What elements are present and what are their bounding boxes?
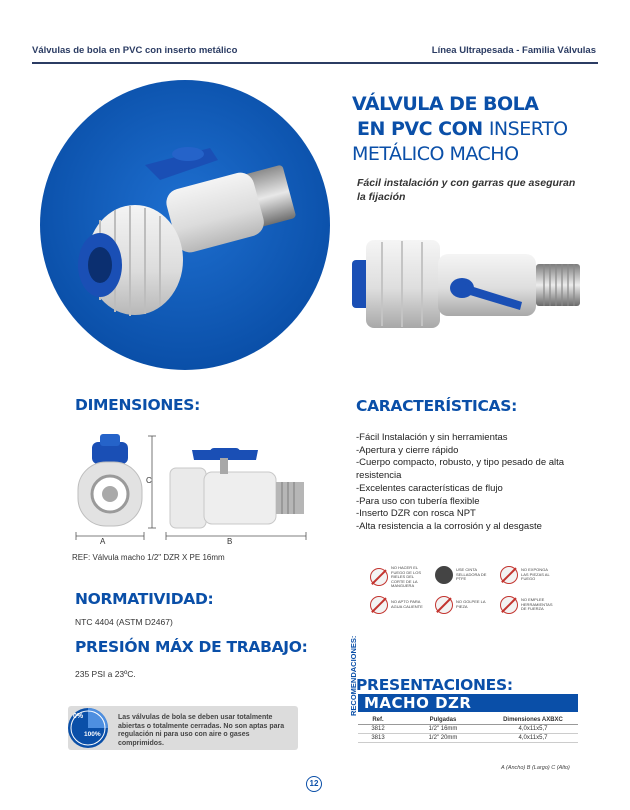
characteristic-item: -Para uso con tubería flexible: [356, 495, 480, 507]
recommendation-item: [435, 596, 488, 614]
table-header-row: [358, 716, 578, 725]
table-cell: 4,0x11x5,7: [518, 726, 548, 732]
recommendation-label: NO APTO PARA AGUA CALIENTE: [391, 599, 423, 609]
recommendation-label: NO GOLPEE LA PIEZA: [456, 599, 486, 609]
recommendation-item: [370, 566, 423, 589]
header-left-title: Válvulas de bola en PVC con inserto metálico: [32, 45, 238, 56]
title-line-1: VÁLVULA DE BOLA: [352, 93, 539, 115]
recommendation-item: [370, 596, 423, 614]
characteristic-item: -Apertura y cierre rápido: [356, 444, 459, 456]
dimension-label-b: B: [227, 537, 233, 546]
recommendation-label: NO HACER EL FUEGO DE LOS RIELES DEL CORTE DE LA MANGUERA: [391, 565, 422, 589]
title-line-2-bold: EN PVC CON: [357, 118, 483, 140]
hero-valve-image: [40, 80, 330, 370]
warning-text: Las válvulas de bola se deben usar totalmente abiertas o totalmente cerradas. No son aptas para regulación ni para uso con aire o gases comprimidos.: [118, 714, 285, 747]
table-cell: 3813: [371, 735, 385, 741]
product-subtitle: Fácil instalación y con garras que aseguran la fijación: [357, 177, 576, 203]
dimension-label-a: A: [100, 537, 106, 546]
dimension-label-c: C: [146, 476, 152, 485]
recommendation-label: NO EMPLEE HERRAMIENTAS DE FUERZA: [521, 597, 553, 612]
characteristics-title: CARACTERÍSTICAS:: [356, 397, 517, 415]
table-cell: 1/2" 20mm: [428, 735, 458, 741]
recommendations-title-text: RECOMENDACIONES:: [349, 635, 358, 716]
table-cell: 4,0x11x5,7: [518, 735, 548, 741]
recommendation-label: USE CINTA SELLADORA DE PTFE: [456, 567, 487, 582]
norm-title: NORMATIVIDAD:: [75, 590, 214, 608]
presentations-bar: MACHO DZR: [358, 694, 578, 712]
recommendation-item: [500, 566, 553, 584]
pressure-text: 235 PSI a 23ºC.: [75, 669, 136, 679]
table-row: [358, 734, 578, 743]
header-divider: [32, 62, 598, 64]
presentations-title: PRESENTACIONES:: [356, 676, 513, 694]
badge-top-label: 0%: [73, 713, 84, 720]
title-line-2: [352, 117, 602, 142]
table-header-ref: Ref.: [358, 716, 398, 725]
recommendation-item: [435, 566, 488, 584]
characteristic-item: -Excelentes características de flujo: [356, 482, 503, 494]
recommendations-title: [349, 553, 363, 716]
table-header-inches: Pulgadas: [398, 716, 488, 725]
norm-text: NTC 4404 (ASTM D2467): [75, 617, 173, 627]
no-hot-water-icon: [370, 596, 388, 614]
header-right-title: Línea Ultrapesada - Familia Válvulas: [431, 45, 596, 56]
page-number: 12: [306, 776, 322, 792]
characteristics-list: [356, 432, 596, 534]
side-view-valve-image: [352, 232, 582, 328]
ptfe-tape-icon: [435, 566, 453, 584]
characteristic-item: -Alta resistencia a la corrosión y al desgaste: [356, 520, 542, 532]
characteristic-item: -Inserto DZR con rosca NPT: [356, 508, 476, 520]
dimensions-title: DIMENSIONES:: [75, 396, 201, 414]
no-fire-icon: [500, 566, 518, 584]
title-line-3: METÁLICO MACHO: [352, 143, 519, 165]
product-title: [352, 92, 602, 167]
table-row: [358, 725, 578, 734]
pressure-title: PRESIÓN MÁX DE TRABAJO:: [75, 638, 308, 656]
no-wrench-icon: [500, 596, 518, 614]
table-header-dimensions: Dimensiones AXBXC: [488, 716, 578, 725]
table-cell: 1/2" 16mm: [428, 726, 458, 732]
table-cell: 3812: [371, 726, 385, 732]
dimensions-diagram: [66, 432, 316, 548]
no-cut-icon: [370, 568, 388, 586]
no-hammer-icon: [435, 596, 453, 614]
dimensions-reference: REF: Válvula macho 1/2" DZR X PE 16mm: [72, 553, 225, 562]
badge-bottom-label: 100%: [84, 731, 101, 738]
title-line-2-regular: INSERTO: [488, 118, 568, 140]
presentations-table: [358, 716, 578, 743]
recommendation-label: NO EXPONGA LAS PIEZAS AL FUEGO: [521, 567, 550, 582]
recommendation-item: [500, 596, 553, 614]
characteristic-item: -Cuerpo compacto, robusto, y tipo pesado de alta resistencia: [356, 457, 565, 482]
dimensions-legend: A (Ancho) B (Largo) C (Alto): [501, 765, 570, 771]
characteristic-item: -Fácil Instalación y sin herramientas: [356, 432, 508, 443]
